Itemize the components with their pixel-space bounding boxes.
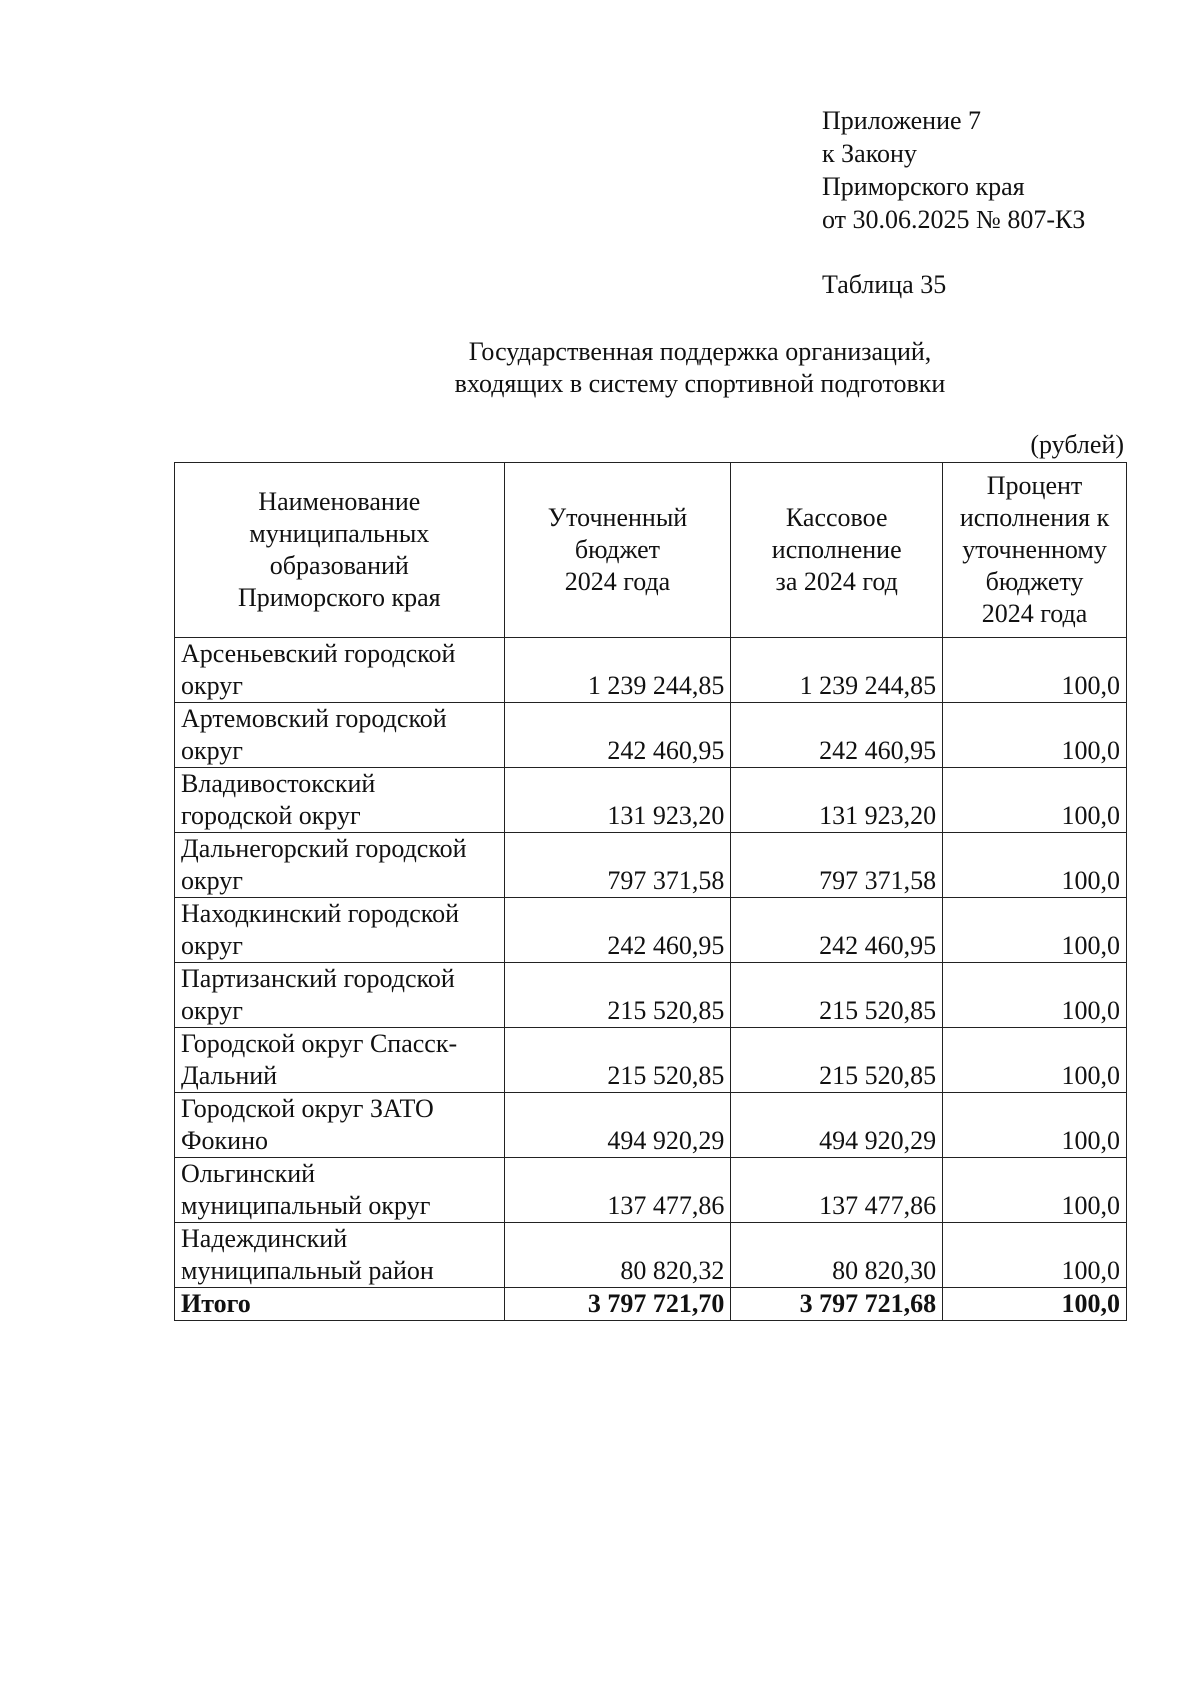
municipality-name-line: Ольгинский [181, 1159, 316, 1188]
municipality-name [175, 768, 505, 833]
appendix-line: Приложение 7 [822, 106, 982, 135]
total-row [175, 1288, 1127, 1321]
municipality-name-line: Городской округ Спасск- [181, 1029, 458, 1058]
header-line: Приморского края [237, 583, 441, 612]
municipality-name [175, 898, 505, 963]
header-line: исполнение [771, 535, 902, 564]
percent-cell: 100,0 [943, 963, 1127, 1028]
refined-budget-cell: 137 477,86 [504, 1158, 731, 1223]
municipality-name [175, 833, 505, 898]
table-row [175, 1093, 1127, 1158]
refined-budget-cell: 215 520,85 [504, 963, 731, 1028]
refined-budget-cell: 131 923,20 [504, 768, 731, 833]
title-line-2: входящих в систему спортивной подготовки [454, 369, 946, 398]
refined-budget-cell: 80 820,32 [504, 1223, 731, 1288]
total-percent: 100,0 [943, 1288, 1127, 1321]
municipality-name-line: Дальнегорский городской [181, 834, 467, 863]
appendix-line: к Закону [822, 139, 917, 168]
cash-execution-cell: 1 239 244,85 [731, 638, 943, 703]
title-line-1: Государственная поддержка организаций, [468, 337, 932, 366]
percent-cell: 100,0 [943, 1093, 1127, 1158]
header-line: Наименование [258, 487, 421, 516]
table-row [175, 638, 1127, 703]
percent-cell: 100,0 [943, 898, 1127, 963]
municipality-name-line: округ [181, 736, 243, 765]
header-line: бюджету [985, 567, 1084, 596]
percent-cell: 100,0 [943, 638, 1127, 703]
municipality-name-line: округ [181, 996, 243, 1025]
header-line: Уточненный [547, 503, 688, 532]
municipality-name [175, 1028, 505, 1093]
percent-cell: 100,0 [943, 768, 1127, 833]
appendix-line: от 30.06.2025 № 807-КЗ [822, 205, 1086, 234]
municipality-name-line: округ [181, 671, 243, 700]
refined-budget-cell: 494 920,29 [504, 1093, 731, 1158]
municipality-name-line: Арсеньевский городской [181, 639, 456, 668]
header-line: бюджет [574, 535, 660, 564]
municipality-name-line: городской округ [181, 801, 361, 830]
municipality-name-line: Артемовский городской [181, 704, 447, 733]
appendix-line: Приморского края [822, 172, 1025, 201]
table-row [175, 1158, 1127, 1223]
total-budget: 3 797 721,70 [504, 1288, 731, 1321]
municipality-name [175, 963, 505, 1028]
table-row [175, 768, 1127, 833]
municipality-name [175, 703, 505, 768]
cash-execution-cell: 137 477,86 [731, 1158, 943, 1223]
header-percent [943, 463, 1127, 638]
document-title [340, 336, 1060, 400]
header-line: 2024 года [564, 567, 671, 596]
percent-cell: 100,0 [943, 1028, 1127, 1093]
municipality-name-line: Городской округ ЗАТО [181, 1094, 434, 1123]
municipality-name [175, 1223, 505, 1288]
table-row [175, 963, 1127, 1028]
table-row [175, 1223, 1127, 1288]
appendix-block [822, 104, 1085, 236]
municipality-name [175, 1093, 505, 1158]
header-budget [504, 463, 731, 638]
header-line: образований [269, 551, 409, 580]
municipality-name-line: округ [181, 931, 243, 960]
percent-cell: 100,0 [943, 1223, 1127, 1288]
municipality-name-line: Фокино [181, 1126, 269, 1155]
municipality-name [175, 638, 505, 703]
cash-execution-cell: 797 371,58 [731, 833, 943, 898]
cash-execution-cell: 80 820,30 [731, 1223, 943, 1288]
header-name [175, 463, 505, 638]
table-number-label: Таблица 35 [822, 270, 947, 299]
header-row [175, 463, 1127, 638]
cash-execution-cell: 215 520,85 [731, 1028, 943, 1093]
refined-budget-cell: 215 520,85 [504, 1028, 731, 1093]
cash-execution-cell: 131 923,20 [731, 768, 943, 833]
units-label: (рублей) [1030, 430, 1124, 459]
header-line: исполнения к [959, 503, 1110, 532]
cash-execution-cell: 215 520,85 [731, 963, 943, 1028]
table-row [175, 898, 1127, 963]
table-row [175, 833, 1127, 898]
municipality-name-line: Находкинский городской [181, 899, 460, 928]
total-execution: 3 797 721,68 [731, 1288, 943, 1321]
municipality-name [175, 1158, 505, 1223]
percent-cell: 100,0 [943, 703, 1127, 768]
cash-execution-cell: 242 460,95 [731, 898, 943, 963]
header-line: уточненному [962, 535, 1107, 564]
municipality-name-line: муниципальный район [181, 1256, 434, 1285]
cash-execution-cell: 494 920,29 [731, 1093, 943, 1158]
municipality-name-line: муниципальный округ [181, 1191, 431, 1220]
municipality-name-line: Владивостокский [181, 769, 376, 798]
header-line: Кассовое [785, 503, 888, 532]
refined-budget-cell: 242 460,95 [504, 898, 731, 963]
refined-budget-cell: 1 239 244,85 [504, 638, 731, 703]
municipality-name-line: Партизанский городской [181, 964, 455, 993]
table-row [175, 1028, 1127, 1093]
header-line: Процент [986, 471, 1083, 500]
municipality-name-line: Дальний [181, 1061, 278, 1090]
header-execution [731, 463, 943, 638]
municipality-name-line: Надеждинский [181, 1224, 348, 1253]
header-line: муниципальных [249, 519, 430, 548]
municipality-name-line: округ [181, 866, 243, 895]
table-row [175, 703, 1127, 768]
table-body [175, 638, 1127, 1321]
refined-budget-cell: 242 460,95 [504, 703, 731, 768]
cash-execution-cell: 242 460,95 [731, 703, 943, 768]
total-label: Итого [175, 1288, 505, 1321]
budget-table [174, 462, 1127, 1321]
header-line: за 2024 год [775, 567, 898, 596]
percent-cell: 100,0 [943, 1158, 1127, 1223]
header-line: 2024 года [981, 599, 1088, 628]
refined-budget-cell: 797 371,58 [504, 833, 731, 898]
percent-cell: 100,0 [943, 833, 1127, 898]
